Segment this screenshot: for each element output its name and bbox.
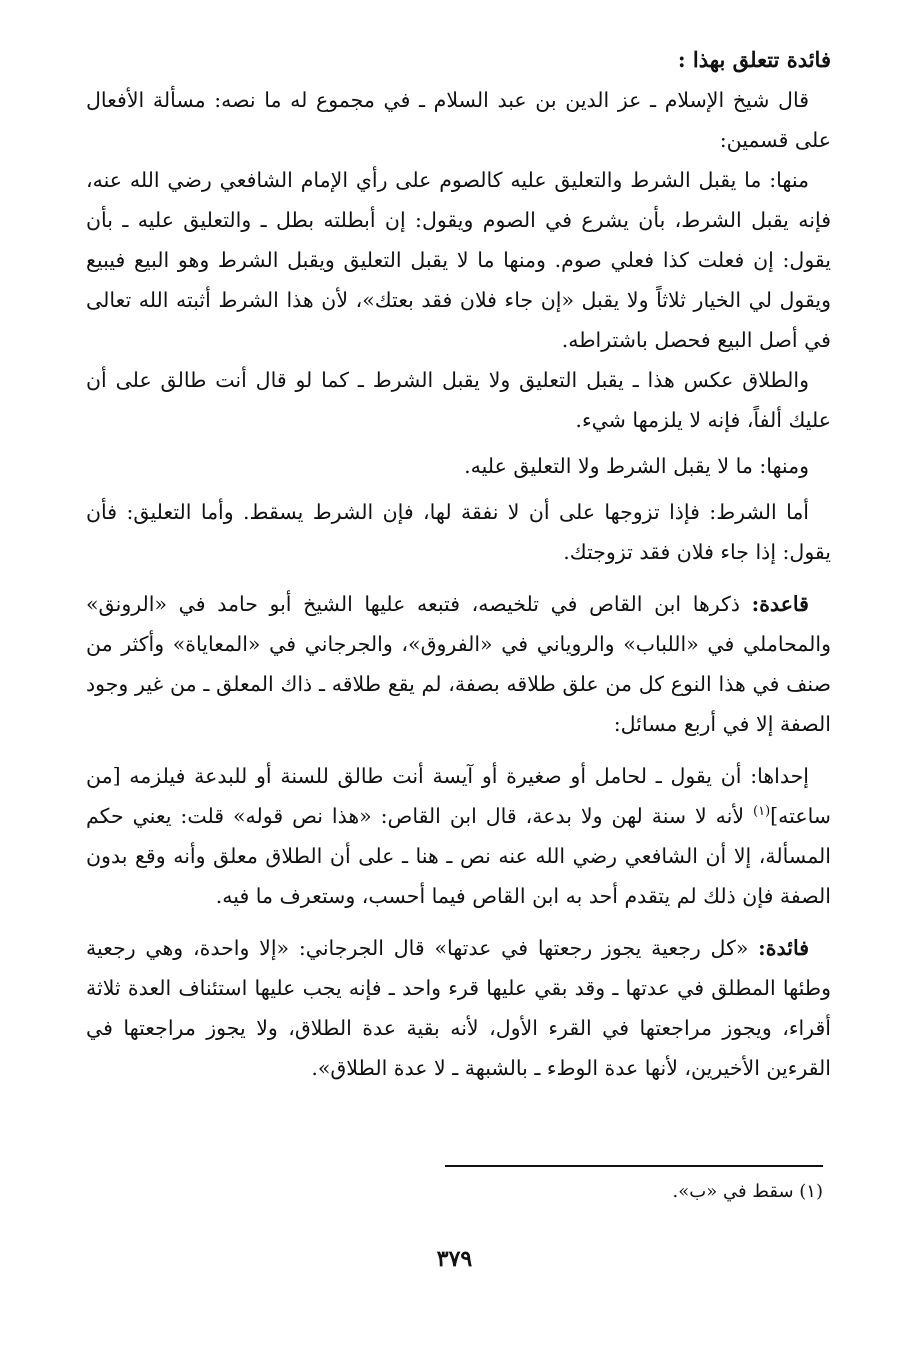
paragraph-first-case <box>86 756 831 916</box>
paragraph-5-text: أما الشرط: فإذا تزوجها على أن لا نفقة لها، فإن الشرط يسقط. وأما التعليق: فأن يقول: إذا جاء فلان فقد تزوجتك. <box>86 500 831 564</box>
paragraph-1 <box>86 80 831 160</box>
paragraph-benefit <box>86 928 831 1088</box>
first-case-text-after: لأنه لا سنة لهن ولا بدعة، قال ابن القاص: «هذا نص قوله» قلت: يعني حكم المسألة، إلا أن الشافعي رضي الله عنه نص ـ هنا ـ على أن الطلاق معلق وأنه وقع بدون الصفة فإن ذلك لم يتقدم أحد به ابن القاص فيما أحسب، وستعرف ما فيه. <box>86 804 831 908</box>
paragraph-3 <box>86 360 831 440</box>
footnote-divider <box>445 1165 823 1167</box>
paragraph-3-text: والطلاق عكس هذا ـ يقبل التعليق ولا يقبل الشرط ـ كما لو قال أنت طالق على أن عليك ألفاً، فإنه لا يلزمها شيء. <box>86 368 831 432</box>
main-text <box>86 40 831 1088</box>
rule-label: قاعدة: <box>751 592 809 616</box>
paragraph-2 <box>86 160 831 360</box>
benefit-text: «كل رجعية يجوز رجعتها في عدتها» قال الجرجاني: «إلا واحدة، وهي رجعية وطئها المطلق في عدتها ـ وقد بقي عليها قرء واحد ـ فإنه يجب عليها استئناف العدة ثلاثة أقراء، ويجوز مراجعتها في القرء الأول، لأنه بقية عدة الطلاق، ولا يجوز مراجعتها في القرءين الأخيرين، لأنها عدة الوطء ـ بالشبهة ـ لا عدة الطلاق». <box>86 936 831 1080</box>
paragraph-4-text: ومنها: ما لا يقبل الشرط ولا التعليق عليه. <box>464 454 809 478</box>
paragraph-5 <box>86 492 831 572</box>
rule-text: ذكرها ابن القاص في تلخيصه، فتبعه عليها الشيخ أبو حامد في «الرونق» والمحاملي في «اللباب» والروياني في «الفروق»، والجرجاني في «المعاياة» وأكثر من صنف في هذا النوع كل من علق طلاقه بصفة، لم يقع طلاقه ـ ذاك المعلق ـ من غير وجود الصفة إلا في أربع مسائل: <box>86 592 831 736</box>
section-heading: فائدة تتعلق بهذا : <box>677 47 831 72</box>
paragraph-1-text: قال شيخ الإسلام ـ عز الدين بن عبد السلام ـ في مجموع له ما نصه: مسألة الأفعال على قسمين: <box>86 88 831 152</box>
footnote: (١) سقط في «ب». <box>672 1181 823 1202</box>
paragraph-rule <box>86 584 831 744</box>
footnote-reference[interactable]: (١) <box>753 804 771 820</box>
first-case-text-before: إحداها: أن يقول ـ لحامل أو صغيرة أو آيسة أنت طالق للسنة أو للبدعة فيلزمه [من ساعته] <box>86 764 831 828</box>
paragraph-4 <box>86 446 831 486</box>
page-number: ٣٧٩ <box>436 1246 473 1272</box>
paragraph-2-text: منها: ما يقبل الشرط والتعليق عليه كالصوم على رأي الإمام الشافعي رضي الله عنه، فإنه يقبل الشرط، بأن يشرع في الصوم ويقول: إن أبطلته بطل ـ والتعليق عليه ـ بأن يقول: إن فعلت كذا فعلي صوم. ومنها ما لا يقبل التعليق ويقبل الشرط وهو البيع فيبيع ويقول لي الخيار ثلاثاً ولا يقبل «إن جاء فلان فقد بعتك»، لأن هذا الشرط أثبته الله تعالى في أصل البيع فحصل باشتراطه. <box>86 168 831 352</box>
benefit-label: فائدة: <box>758 936 809 960</box>
